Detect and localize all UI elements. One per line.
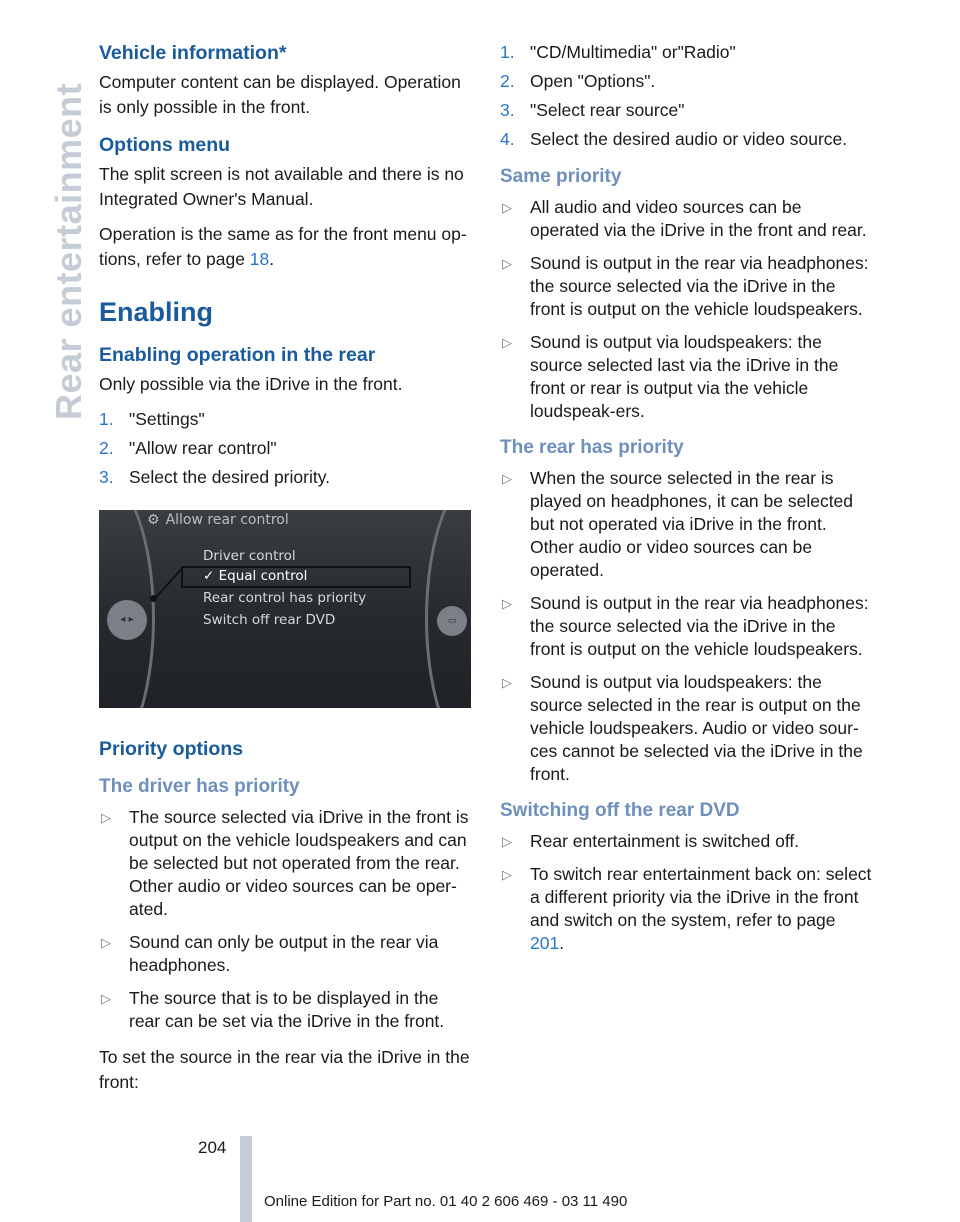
bullet-text: Sound is output in the rear via headphones: the source selected via the iDrive in the front is output on the vehicle loudspeakers.: [530, 253, 869, 319]
triangle-bullet-icon: ▷: [502, 834, 512, 849]
triangle-bullet-icon: ▷: [502, 335, 512, 350]
bullet-text: The source that is to be displayed in the rear can be set via the iDrive in the front.: [129, 988, 445, 1031]
triangle-bullet-icon: ▷: [502, 596, 512, 611]
enabling-rear-heading: Enabling operation in the rear: [99, 344, 376, 366]
screen-title-text: Allow rear control: [165, 512, 289, 528]
step-text: Select the desired priority.: [129, 467, 331, 487]
bullet-text: Sound is output via loudspeakers: the source selected last via the iDrive in the front or rear is output via the vehicle loudspeak-ers.: [530, 332, 839, 421]
screen-option-switch-off-dvd: Switch off rear DVD: [203, 612, 336, 628]
screen-title: [147, 512, 289, 528]
bullet-text: All audio and video sources can be operated via the iDrive in the front and rear.: [530, 197, 867, 240]
options-menu-text2-post: .: [269, 249, 275, 269]
rear-priority-list: [500, 467, 872, 786]
source-steps: [500, 40, 872, 152]
options-menu-heading: Options menu: [99, 134, 231, 156]
step-item: [500, 98, 872, 123]
enabling-rear-text: Only possible via the iDrive in the front.: [99, 374, 403, 394]
options-menu-text2-pre: Operation is the same as for the front menu op-tions, refer to page: [99, 224, 467, 269]
step-number: 4.: [500, 129, 515, 149]
step-text: Open "Options".: [530, 71, 656, 91]
triangle-bullet-icon: ▷: [502, 867, 512, 882]
enabling-steps: [99, 407, 471, 490]
list-item: [500, 331, 872, 423]
footer-bar: [240, 1136, 252, 1222]
vehicle-info-text: Computer content can be displayed. Operation is only possible in the front.: [99, 72, 461, 117]
triangle-bullet-icon: ▷: [101, 935, 111, 950]
page-number: 204: [198, 1138, 227, 1157]
bullet-text: Rear entertainment is switched off.: [530, 831, 800, 851]
triangle-bullet-icon: ▷: [101, 810, 111, 825]
step-number: 3.: [500, 100, 515, 120]
list-item: [99, 931, 471, 977]
step-item: [500, 40, 872, 65]
driver-priority-list: [99, 806, 471, 1033]
step-text: "Select rear source": [530, 100, 685, 120]
list-item: [500, 863, 872, 955]
step-number: 1.: [500, 42, 515, 62]
bullet-text-post: .: [559, 933, 565, 953]
list-item: [500, 196, 872, 242]
step-text: "CD/Multimedia" or"Radio": [530, 42, 736, 62]
right-column: [500, 40, 872, 967]
step-item: [99, 465, 471, 490]
step-number: 1.: [99, 409, 114, 429]
page-link-18[interactable]: 18: [249, 249, 270, 269]
bullet-text-pre: To switch rear entertainment back on: select a different priority via the iDrive in the front and switch on the system, refer to page: [530, 864, 872, 930]
chapter-title-text: Rear entertainment: [48, 82, 89, 420]
priority-options-heading: Priority options: [99, 738, 244, 760]
page-link-201[interactable]: 201: [530, 933, 560, 953]
switching-off-list: [500, 830, 872, 955]
leader-line: [154, 568, 182, 599]
list-item: [99, 806, 471, 921]
driver-priority-heading: The driver has priority: [99, 776, 300, 797]
options-menu-text1: The split screen is not available and there is no Integrated Owner's Manual.: [99, 164, 464, 209]
options-menu-text2: [99, 222, 471, 272]
bullet-text: The source selected via iDrive in the front is output on the vehicle loudspeakers and can be selected but not operated from the rear. Other audio or video sources can be oper-ated.: [129, 807, 469, 919]
list-item: [99, 987, 471, 1033]
bullet-text: When the source selected in the rear is played on headphones, it can be selected but not operated via iDrive in the front. Other audio or video sources can be operated.: [530, 468, 854, 580]
triangle-bullet-icon: ▷: [502, 471, 512, 486]
screen-option-rear-priority: Rear control has priority: [203, 590, 367, 606]
step-text: "Allow rear control": [129, 438, 277, 458]
triangle-bullet-icon: ▷: [502, 200, 512, 215]
step-item: [99, 436, 471, 461]
idrive-screenshot: [99, 510, 471, 708]
bullet-text: Sound is output in the rear via headphones: the source selected via the iDrive in the front is output on the vehicle loudspeakers.: [530, 593, 869, 659]
rear-priority-heading: The rear has priority: [500, 437, 684, 458]
triangle-bullet-icon: ▷: [101, 991, 111, 1006]
screen-option-equal-control: ✓ Equal control: [203, 568, 308, 584]
list-item: [500, 830, 872, 853]
same-priority-heading: Same priority: [500, 166, 622, 187]
step-number: 2.: [99, 438, 114, 458]
list-item: [500, 252, 872, 321]
screen-option-driver-control: Driver control: [203, 548, 296, 564]
bullet-text: Sound is output via loudspeakers: the source selected in the rear is output on the vehicle loudspeakers. Audio or video sour-ces cannot be selected via the iDrive in the front.: [530, 672, 863, 784]
enabling-heading: Enabling: [99, 297, 213, 327]
gear-icon: ⚙: [147, 512, 160, 528]
step-number: 2.: [500, 71, 515, 91]
step-item: [500, 127, 872, 152]
step-text: Select the desired audio or video source.: [530, 129, 848, 149]
triangle-bullet-icon: ▷: [502, 256, 512, 271]
right-knob-icon: ▭: [437, 606, 467, 636]
list-item: [500, 592, 872, 661]
vehicle-info-heading: Vehicle information*: [99, 42, 287, 64]
controller-knob-icon: ◂ ▸: [107, 600, 147, 640]
list-item: [500, 467, 872, 582]
bullet-text: Sound can only be output in the rear via headphones.: [129, 932, 439, 975]
same-priority-list: [500, 196, 872, 423]
step-item: [500, 69, 872, 94]
chapter-side-title: [0, 0, 89, 420]
triangle-bullet-icon: ▷: [502, 675, 512, 690]
left-column: [99, 40, 471, 1105]
step-number: 3.: [99, 467, 114, 487]
driver-priority-closing: To set the source in the rear via the iDrive in the front:: [99, 1047, 470, 1092]
switching-off-heading: Switching off the rear DVD: [500, 800, 740, 821]
list-item: [500, 671, 872, 786]
footer-edition-text: Online Edition for Part no. 01 40 2 606 469 - 03 11 490: [264, 1193, 628, 1210]
step-text: "Settings": [129, 409, 205, 429]
step-item: [99, 407, 471, 432]
